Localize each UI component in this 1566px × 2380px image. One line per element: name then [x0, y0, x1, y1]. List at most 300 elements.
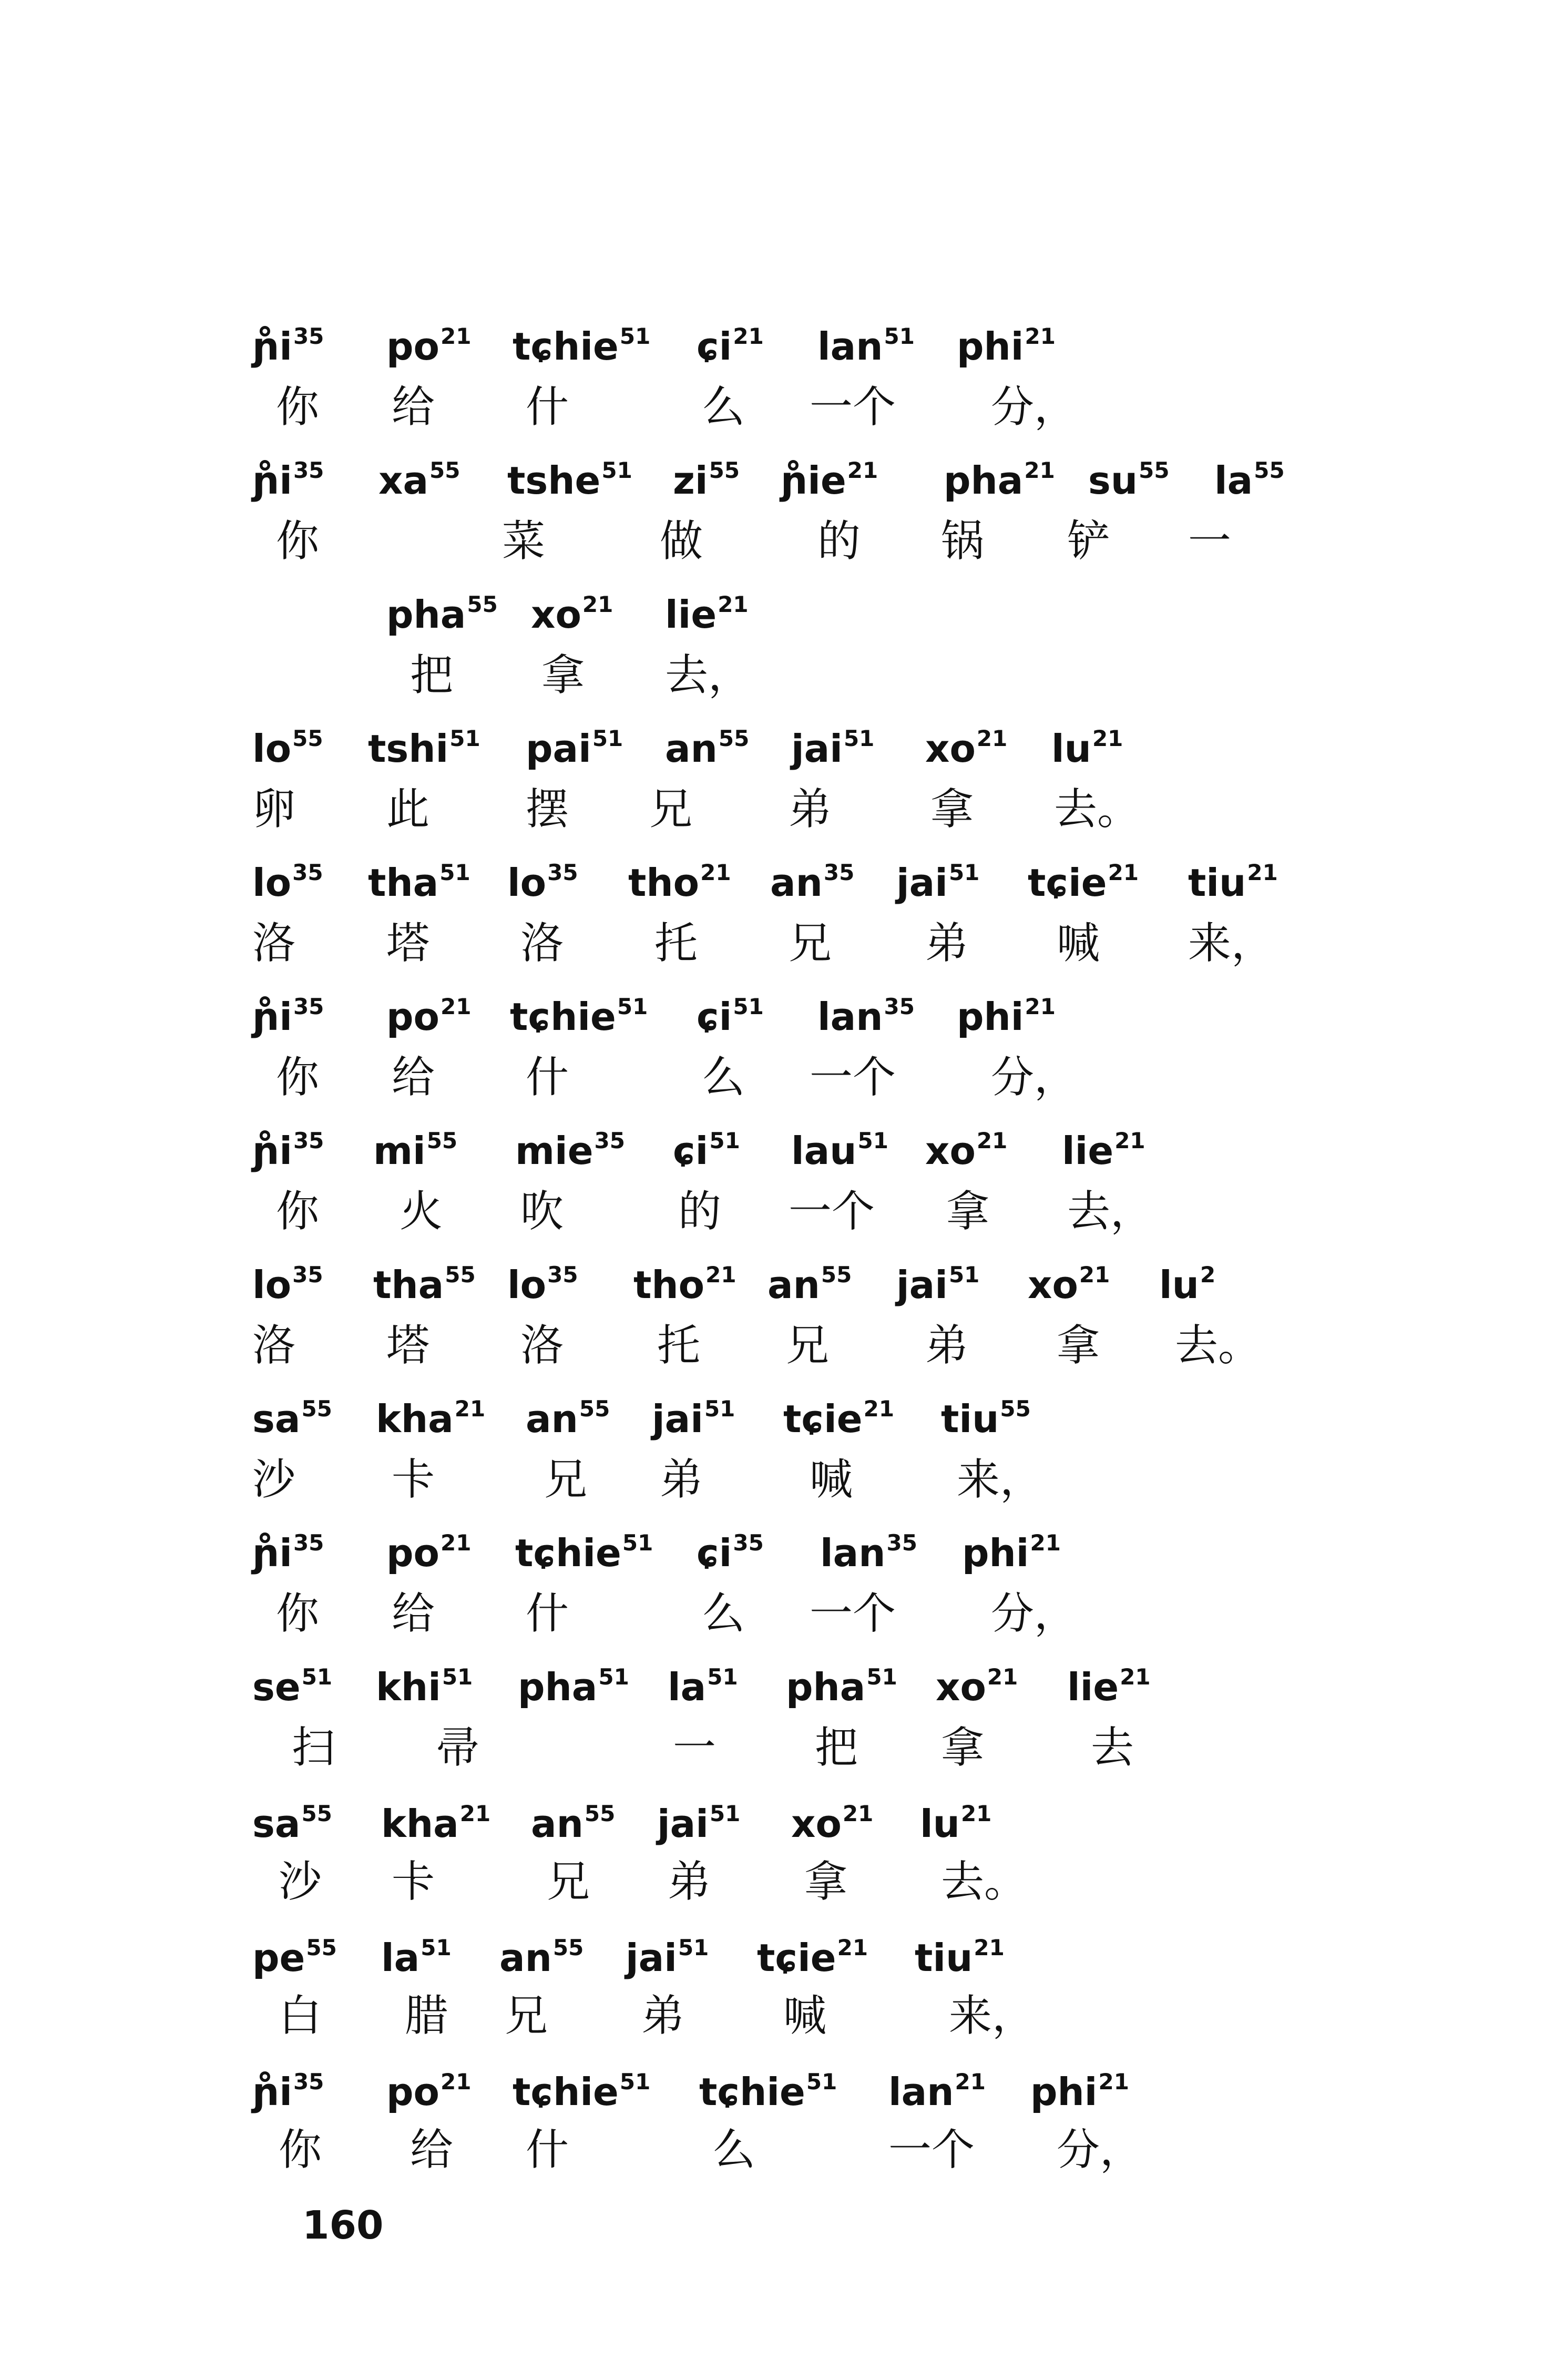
tone-mark: 55: [1254, 457, 1285, 483]
tone-mark: 21: [1025, 323, 1056, 349]
tone-mark: 51: [439, 860, 470, 885]
syllable: [252, 1922, 337, 1984]
tone-mark: 35: [293, 457, 324, 483]
tone-mark: 21: [976, 726, 1008, 751]
gloss-word: 去。: [1054, 784, 1141, 834]
tone-mark: 51: [707, 1664, 738, 1690]
syllable: [936, 1651, 1018, 1713]
romanized-line: [0, 444, 1566, 518]
syllable-base: xa: [378, 458, 429, 503]
gloss-word: 菜: [502, 516, 546, 566]
syllable-base: pha: [386, 593, 466, 637]
tone-mark: 21: [705, 1262, 736, 1288]
chinese-gloss-line: [0, 781, 1566, 854]
tone-mark: 35: [293, 994, 324, 1019]
syllable-base: tɕhie: [513, 324, 619, 369]
syllable-base: tiu: [1188, 861, 1246, 905]
chinese-gloss-line: [0, 1719, 1566, 1793]
syllable: [499, 1922, 584, 1984]
gloss-word: 托: [654, 918, 698, 968]
syllable: [368, 712, 480, 775]
syllable: [767, 1249, 852, 1311]
tone-mark: 21: [955, 2069, 986, 2095]
tone-mark: 51: [948, 860, 980, 885]
syllable-base: pha: [786, 1665, 866, 1709]
syllable-base: lie: [1062, 1129, 1114, 1173]
gloss-word: 拿: [1057, 1321, 1100, 1371]
syllable: [941, 1383, 1031, 1445]
syllable: [386, 310, 471, 373]
tone-mark: 51: [617, 994, 648, 1019]
syllable: [526, 1383, 610, 1445]
tone-mark: 21: [863, 1396, 895, 1422]
tone-mark: 21: [441, 2069, 472, 2095]
syllable: [1051, 712, 1123, 775]
syllable-base: xo: [531, 593, 581, 637]
tone-mark: 21: [459, 1801, 491, 1826]
tone-mark: 35: [594, 1128, 625, 1153]
syllable: [386, 578, 498, 641]
syllable: [386, 1517, 471, 1579]
tone-mark: 21: [960, 1801, 992, 1826]
syllable-base: an: [499, 1936, 552, 1980]
syllable: [633, 1249, 736, 1311]
gloss-word: 塔: [386, 918, 430, 968]
syllable: [252, 310, 324, 373]
gloss-word: 一: [673, 1723, 717, 1773]
tone-mark: 21: [441, 994, 472, 1019]
syllable-base: jai: [657, 1802, 709, 1846]
gloss-word: 给: [392, 1053, 435, 1102]
syllable: [252, 1249, 323, 1311]
tone-mark: 35: [293, 2069, 324, 2095]
gloss-word: 卵: [252, 784, 296, 834]
tone-mark: 51: [442, 1664, 473, 1690]
tone-mark: 51: [421, 1935, 452, 1960]
tone-mark: 51: [709, 1801, 741, 1826]
syllable-base: po: [386, 2070, 440, 2114]
gloss-word: 来，: [957, 1455, 1043, 1505]
tone-mark: 21: [847, 457, 878, 483]
tone-mark: 55: [301, 1801, 332, 1826]
tone-mark: 21: [987, 1664, 1018, 1690]
gloss-word: 喊: [1057, 918, 1100, 968]
gloss-word: 弟: [668, 1857, 711, 1907]
gloss-word: 弟: [641, 1991, 685, 2041]
syllable: [791, 712, 874, 775]
gloss-word: 一个: [789, 1187, 875, 1237]
romanized-line: [0, 578, 1566, 652]
romanized-line: [0, 1922, 1566, 1995]
tone-mark: 51: [843, 726, 875, 751]
syllable: [757, 1922, 868, 1984]
syllable-base: jai: [896, 1263, 948, 1307]
syllable-base: ɕi: [673, 1129, 709, 1173]
gloss-word: 什: [526, 1589, 569, 1639]
syllable-base: po: [386, 995, 440, 1039]
gloss-word: 弟: [925, 1321, 969, 1371]
syllable-base: se: [252, 1665, 301, 1709]
syllable-base: lo: [252, 727, 292, 771]
romanized-line: [0, 310, 1566, 384]
gloss-word: 拿: [946, 1187, 990, 1237]
syllable: [373, 1249, 476, 1311]
tone-mark: 35: [547, 860, 578, 885]
tone-mark: 51: [449, 726, 480, 751]
gloss-word: 塔: [386, 1321, 430, 1371]
syllable: [786, 1651, 897, 1713]
tone-mark: 35: [823, 860, 855, 885]
syllable: [515, 1115, 625, 1177]
gloss-word: 铲: [1067, 516, 1111, 566]
syllable-base: pha: [518, 1665, 598, 1709]
syllable: [378, 444, 460, 507]
tone-mark: 21: [441, 323, 472, 349]
tone-mark: 55: [426, 1128, 458, 1153]
syllable-base: tɕie: [1028, 861, 1107, 905]
gloss-word: 你: [279, 2125, 322, 2175]
syllable-base: mie: [515, 1129, 593, 1173]
tone-mark: 51: [806, 2069, 837, 2095]
syllable-base: la: [381, 1936, 420, 1980]
gloss-word: 你: [276, 382, 320, 432]
tone-mark: 35: [733, 1530, 764, 1556]
gloss-word: 火: [400, 1187, 443, 1237]
tone-mark: 21: [441, 1530, 472, 1556]
syllable: [1067, 1651, 1151, 1713]
syllable: [252, 444, 324, 507]
gloss-word: 给: [392, 1589, 435, 1639]
tone-mark: 55: [467, 591, 498, 617]
syllable-base: ɲ̊i: [252, 2070, 292, 2114]
syllable-base: pai: [526, 727, 591, 771]
gloss-word: 兄: [786, 1321, 830, 1371]
syllable: [957, 980, 1056, 1043]
tone-mark: 21: [1024, 457, 1055, 483]
tone-mark: 51: [601, 457, 632, 483]
tone-mark: 51: [884, 323, 915, 349]
syllable: [252, 2056, 324, 2118]
syllable-base: ɕi: [697, 324, 732, 369]
syllable: [896, 846, 979, 909]
syllable-base: ɕi: [697, 1531, 732, 1575]
gloss-word: 拿: [541, 650, 585, 700]
tone-mark: 35: [884, 994, 915, 1019]
syllable: [817, 310, 915, 373]
tone-mark: 21: [837, 1935, 868, 1960]
syllable-base: tha: [368, 861, 439, 905]
syllable-base: lu: [1159, 1263, 1199, 1307]
syllable: [368, 846, 470, 909]
syllable-base: tɕie: [783, 1397, 863, 1441]
gloss-word: 白: [279, 1991, 322, 2041]
gloss-word: 去: [1091, 1723, 1134, 1773]
gloss-word: 一个: [888, 2125, 975, 2175]
gloss-word: 做: [660, 516, 703, 566]
tone-mark: 21: [976, 1128, 1008, 1153]
syllable-base: tho: [633, 1263, 705, 1307]
romanized-line: [0, 1249, 1566, 1322]
syllable-base: ɲ̊i: [252, 1129, 292, 1173]
syllable-base: jai: [791, 727, 843, 771]
syllable: [381, 1787, 490, 1850]
syllable-base: lo: [507, 861, 547, 905]
tone-mark: 51: [619, 323, 651, 349]
tone-mark: 55: [306, 1935, 337, 1960]
syllable: [697, 1517, 764, 1579]
tone-mark: 21: [1120, 1664, 1151, 1690]
tone-mark: 21: [733, 323, 764, 349]
gloss-word: 一: [1188, 516, 1232, 566]
gloss-word: 弟: [660, 1455, 703, 1505]
gloss-word: 的: [678, 1187, 722, 1237]
tone-mark: 21: [1098, 2069, 1129, 2095]
syllable-base: lo: [507, 1263, 547, 1307]
tone-mark: 55: [579, 1396, 610, 1422]
syllable-base: an: [526, 1397, 578, 1441]
syllable-base: sa: [252, 1397, 301, 1441]
romanized-line: [0, 1787, 1566, 1861]
tone-mark: 21: [842, 1801, 874, 1826]
tone-mark: 35: [886, 1530, 917, 1556]
gloss-word: 么: [702, 382, 745, 432]
syllable: [896, 1249, 979, 1311]
syllable-base: lan: [820, 1531, 886, 1575]
tone-mark: 21: [974, 1935, 1005, 1960]
gloss-word: 吹: [520, 1187, 564, 1237]
syllable-base: ɲ̊i: [252, 458, 292, 503]
tone-mark: 35: [547, 1262, 578, 1288]
syllable-base: tɕhie: [510, 995, 616, 1039]
chinese-gloss-line: [0, 379, 1566, 452]
romanized-line: [0, 1517, 1566, 1590]
syllable-base: la: [1214, 458, 1253, 503]
syllable: [531, 1787, 615, 1850]
tone-mark: 55: [445, 1262, 476, 1288]
tone-mark: 51: [948, 1262, 980, 1288]
tone-mark: 21: [700, 860, 731, 885]
syllable-base: tshi: [368, 727, 449, 771]
syllable: [1188, 846, 1278, 909]
page-number: 160: [302, 2203, 384, 2248]
tone-mark: 51: [709, 1128, 740, 1153]
gloss-word: 兄: [544, 1455, 588, 1505]
tone-mark: 35: [293, 1530, 324, 1556]
tone-mark: 21: [582, 591, 613, 617]
gloss-word: 么: [702, 1053, 745, 1102]
syllable: [386, 980, 471, 1043]
gloss-word: 来，: [1188, 918, 1275, 968]
syllable-base: lu: [1051, 727, 1091, 771]
chinese-gloss-line: [0, 1585, 1566, 1659]
syllable: [925, 712, 1007, 775]
gloss-word: 来，: [949, 1991, 1036, 2041]
gloss-word: 你: [276, 1589, 320, 1639]
syllable: [252, 712, 323, 775]
syllable-base: tɕie: [757, 1936, 836, 1980]
tone-mark: 35: [292, 1262, 323, 1288]
syllable-base: tiu: [941, 1397, 999, 1441]
syllable: [920, 1787, 991, 1850]
syllable-base: jai: [626, 1936, 677, 1980]
gloss-word: 去，: [665, 650, 752, 700]
syllable: [673, 1115, 740, 1177]
syllable-base: ɲ̊i: [252, 1531, 292, 1575]
gloss-word: 去，: [1067, 1187, 1154, 1237]
chinese-gloss-line: [0, 1853, 1566, 1927]
syllable: [1062, 1115, 1145, 1177]
syllable: [697, 980, 764, 1043]
gloss-word: 此: [386, 784, 430, 834]
gloss-word: 托: [657, 1321, 701, 1371]
chinese-gloss-line: [0, 513, 1566, 586]
gloss-word: 喊: [810, 1455, 853, 1505]
syllable-base: pha: [944, 458, 1023, 503]
tone-mark: 55: [429, 457, 460, 483]
gloss-word: 分，: [991, 1053, 1078, 1102]
tone-mark: 55: [552, 1935, 584, 1960]
syllable-base: tho: [628, 861, 700, 905]
gloss-word: 你: [276, 1053, 320, 1102]
romanized-line: [0, 2056, 1566, 2129]
tone-mark: 55: [292, 726, 323, 751]
romanized-line: [0, 1115, 1566, 1188]
tone-mark: 51: [857, 1128, 888, 1153]
gloss-word: 把: [815, 1723, 858, 1773]
syllable: [252, 1517, 324, 1579]
syllable: [888, 2056, 986, 2118]
syllable-base: po: [386, 324, 440, 369]
gloss-word: 兄: [649, 784, 693, 834]
syllable: [820, 1517, 917, 1579]
tone-mark: 21: [1092, 726, 1123, 751]
tone-mark: 55: [821, 1262, 852, 1288]
syllable: [697, 310, 764, 373]
syllable-base: tɕhie: [699, 2070, 805, 2114]
syllable: [915, 1922, 1005, 1984]
chinese-gloss-line: [0, 1317, 1566, 1391]
chinese-gloss-line: [0, 1451, 1566, 1525]
tone-mark: 51: [619, 2069, 651, 2095]
syllable: [957, 310, 1056, 373]
syllable: [381, 1922, 452, 1984]
syllable-base: ɲ̊i: [252, 995, 292, 1039]
gloss-word: 分，: [991, 382, 1078, 432]
syllable-base: tɕhie: [513, 2070, 619, 2114]
syllable: [513, 2056, 650, 2118]
gloss-word: 什: [526, 1053, 569, 1102]
syllable-base: phi: [962, 1531, 1029, 1575]
chinese-gloss-line: [0, 2121, 1566, 2195]
tone-mark: 55: [718, 726, 750, 751]
syllable-base: la: [668, 1665, 707, 1709]
syllable: [962, 1517, 1061, 1579]
syllable-base: tɕhie: [515, 1531, 621, 1575]
syllable: [507, 846, 578, 909]
syllable-base: pe: [252, 1936, 305, 1980]
syllable: [507, 444, 632, 507]
syllable-base: sa: [252, 1802, 301, 1846]
syllable: [783, 1383, 894, 1445]
romanized-line: [0, 980, 1566, 1054]
gloss-word: 你: [276, 1187, 320, 1237]
gloss-word: 洛: [520, 1321, 564, 1371]
syllable-base: lan: [817, 995, 883, 1039]
gloss-word: 一个: [810, 382, 896, 432]
syllable: [770, 846, 854, 909]
syllable: [699, 2056, 837, 2118]
syllable-base: kha: [376, 1397, 454, 1441]
tone-mark: 51: [866, 1664, 897, 1690]
tone-mark: 21: [718, 591, 749, 617]
syllable: [515, 1517, 653, 1579]
syllable: [252, 846, 323, 909]
syllable-base: xo: [925, 1129, 976, 1173]
syllable: [817, 980, 915, 1043]
syllable-base: mi: [373, 1129, 426, 1173]
gloss-word: 弟: [925, 918, 969, 968]
syllable-base: po: [386, 1531, 440, 1575]
tone-mark: 51: [301, 1664, 333, 1690]
romanized-line: [0, 712, 1566, 786]
tone-mark: 55: [709, 457, 740, 483]
gloss-word: 你: [276, 516, 320, 566]
syllable: [510, 980, 648, 1043]
syllable-base: phi: [957, 324, 1024, 369]
gloss-word: 喊: [783, 1991, 827, 2041]
syllable: [513, 310, 650, 373]
gloss-word: 一个: [810, 1053, 896, 1102]
syllable: [657, 1787, 740, 1850]
tone-mark: 21: [1079, 1262, 1110, 1288]
gloss-word: 把: [410, 650, 454, 700]
tone-mark: 35: [293, 1128, 324, 1153]
gloss-word: 拿: [804, 1857, 848, 1907]
syllable: [252, 1383, 332, 1445]
syllable-base: ɕi: [697, 995, 732, 1039]
gloss-word: 一个: [810, 1589, 896, 1639]
chinese-gloss-line: [0, 1049, 1566, 1122]
syllable-base: lo: [252, 861, 292, 905]
syllable-base: khi: [376, 1665, 441, 1709]
tone-mark: 51: [592, 726, 623, 751]
syllable-base: an: [665, 727, 718, 771]
gloss-word: 沙: [252, 1455, 296, 1505]
syllable: [531, 578, 613, 641]
gloss-word: 锅: [941, 516, 985, 566]
tone-mark: 2: [1200, 1262, 1216, 1288]
gloss-word: 兄: [547, 1857, 590, 1907]
tone-mark: 55: [1000, 1396, 1031, 1422]
syllable: [626, 1922, 709, 1984]
syllable: [376, 1651, 473, 1713]
syllable-base: xo: [936, 1665, 986, 1709]
syllable: [252, 1651, 332, 1713]
syllable: [1028, 846, 1139, 909]
gloss-word: 卡: [392, 1455, 435, 1505]
tone-mark: 51: [678, 1935, 709, 1960]
syllable-base: lie: [1067, 1665, 1119, 1709]
syllable-base: an: [770, 861, 823, 905]
romanized-line: [0, 1651, 1566, 1724]
gloss-word: 么: [702, 1589, 745, 1639]
syllable: [1159, 1249, 1215, 1311]
gloss-word: 什: [526, 382, 569, 432]
syllable: [507, 1249, 578, 1311]
tone-mark: 55: [301, 1396, 332, 1422]
syllable-base: xo: [791, 1802, 842, 1846]
tone-mark: 21: [1247, 860, 1278, 885]
